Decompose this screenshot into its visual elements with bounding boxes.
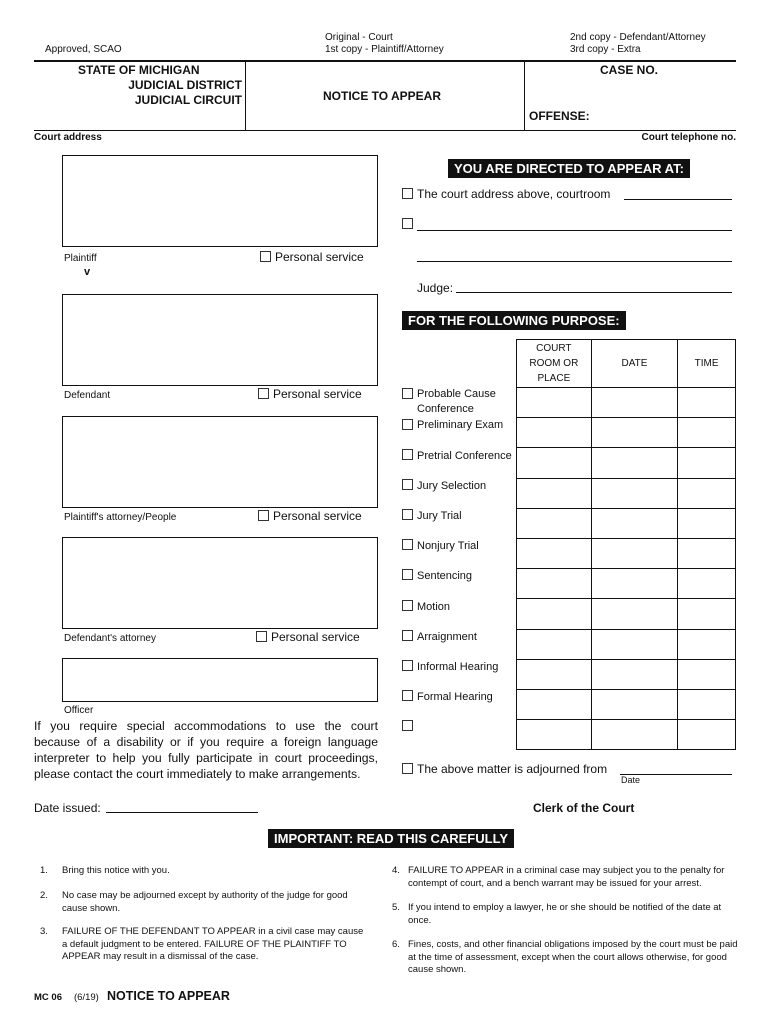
probable-cause-label-line2: Conference xyxy=(417,403,474,415)
plaintiff-attorney-personal-service-label: Personal service xyxy=(273,509,362,523)
table-row xyxy=(517,538,736,568)
table-row xyxy=(517,418,736,448)
formal-hearing-checkbox[interactable] xyxy=(402,690,413,701)
caption-divider-right xyxy=(524,61,525,130)
plaintiff-attorney-label: Plaintiff's attorney/People xyxy=(64,512,177,523)
case-no-label: CASE NO. xyxy=(600,63,659,77)
motion-label: Motion xyxy=(417,601,451,613)
table-row xyxy=(517,448,736,478)
important-banner: IMPORTANT: READ THIS CAREFULLY xyxy=(268,829,514,848)
other-location-field[interactable] xyxy=(417,230,732,231)
copy-second: 2nd copy - Defendant/Attorney xyxy=(570,32,706,43)
versus-label: v xyxy=(84,266,91,278)
copy-first: 1st copy - Plaintiff/Attorney xyxy=(325,44,444,55)
nonjury-trial-label: Nonjury Trial xyxy=(417,540,479,552)
important-note-3: 3. FAILURE OF THE DEFENDANT TO APPEAR in a civil case may cause a default judgment to be entered. FAILURE OF THE PLAINTIFF TO APPEAR may result in a dismissal of the case. xyxy=(40,926,364,962)
important-note-6: 6. Fines, costs, and other financial obligations imposed by the court must be paid at the time of assessment, except when the court allows otherwise, for good cause shown. xyxy=(392,939,738,975)
preliminary-exam-checkbox[interactable] xyxy=(402,419,413,430)
court-address-checkbox[interactable] xyxy=(402,188,413,199)
table-row xyxy=(517,508,736,538)
sentencing-label: Sentencing xyxy=(417,570,473,582)
motion-checkbox[interactable] xyxy=(402,600,413,611)
informal-hearing-checkbox[interactable] xyxy=(402,660,413,671)
adjourned-date-caption: Date xyxy=(621,775,641,785)
district-label: JUDICIAL DISTRICT xyxy=(128,78,242,92)
adjourned-checkbox[interactable] xyxy=(402,763,413,774)
arraignment-checkbox[interactable] xyxy=(402,630,413,641)
plaintiff-label: Plaintiff xyxy=(64,253,97,264)
col-court-room-header: COURT ROOM OR PLACE xyxy=(517,340,592,388)
approved-label: Approved, SCAO xyxy=(45,44,122,55)
table-row xyxy=(517,659,736,689)
other-location-checkbox[interactable] xyxy=(402,218,413,229)
caption-bottom-rule xyxy=(34,130,736,131)
defendant-box[interactable] xyxy=(62,294,378,386)
caption-top-rule xyxy=(34,60,736,62)
table-row xyxy=(517,478,736,508)
sentencing-checkbox[interactable] xyxy=(402,569,413,580)
important-note-4: 4. FAILURE TO APPEAR in a criminal case may subject you to the penalty for contempt of court, and a bench warrant may be issued for your arrest. xyxy=(392,865,725,889)
offense-label: OFFENSE: xyxy=(529,109,590,123)
col-time-header: TIME xyxy=(678,340,736,388)
nonjury-trial-checkbox[interactable] xyxy=(402,539,413,550)
copy-third: 3rd copy - Extra xyxy=(570,44,641,55)
table-row xyxy=(517,629,736,659)
formal-hearing-label: Formal Hearing xyxy=(417,691,493,703)
jury-selection-checkbox[interactable] xyxy=(402,479,413,490)
informal-hearing-label: Informal Hearing xyxy=(417,661,499,673)
accommodation-text: If you require special accommodations to use the court because of a disability or if you require a foreign language interpreter to help you fully participate in court proceedings, please contact the court immediately to make arrangements. xyxy=(34,719,378,781)
table-row xyxy=(517,720,736,750)
courtroom-field[interactable] xyxy=(624,199,732,200)
plaintiff-personal-service-checkbox[interactable] xyxy=(260,251,271,262)
arraignment-label: Arraignment xyxy=(417,631,477,643)
jury-trial-checkbox[interactable] xyxy=(402,509,413,520)
plaintiff-attorney-box[interactable] xyxy=(62,416,378,508)
probable-cause-label: Probable Cause xyxy=(417,388,496,400)
table-row xyxy=(517,689,736,719)
jury-trial-label: Jury Trial xyxy=(417,510,462,522)
officer-box[interactable] xyxy=(62,658,378,702)
jury-selection-label: Jury Selection xyxy=(417,480,487,492)
defendant-attorney-personal-service-label: Personal service xyxy=(271,630,360,644)
defendant-label: Defendant xyxy=(64,390,111,401)
defendant-attorney-personal-service-checkbox[interactable] xyxy=(256,631,267,642)
form-revision: (6/19) xyxy=(74,992,99,1003)
plaintiff-box[interactable] xyxy=(62,155,378,247)
table-row xyxy=(517,569,736,599)
probable-cause-checkbox[interactable] xyxy=(402,388,413,399)
court-phone-label: Court telephone no. xyxy=(641,132,736,143)
defendant-attorney-box[interactable] xyxy=(62,537,378,629)
court-address-label: Court address xyxy=(34,132,102,143)
caption-divider-left xyxy=(245,61,246,130)
state-label: STATE OF MICHIGAN xyxy=(78,63,200,77)
table-row xyxy=(517,599,736,629)
clerk-label: Clerk of the Court xyxy=(533,801,635,815)
footer-title: NOTICE TO APPEAR xyxy=(107,989,230,1003)
form-title: NOTICE TO APPEAR xyxy=(323,89,442,103)
purpose-banner: FOR THE FOLLOWING PURPOSE: xyxy=(402,311,626,330)
other-location-field-2[interactable] xyxy=(417,261,732,262)
important-note-2: 2. No case may be adjourned except by authority of the judge for good cause shown. xyxy=(40,890,348,914)
schedule-table xyxy=(516,339,736,750)
defendant-personal-service-checkbox[interactable] xyxy=(258,388,269,399)
plaintiff-attorney-personal-service-checkbox[interactable] xyxy=(258,510,269,521)
table-row xyxy=(517,388,736,418)
form-id: MC 06 xyxy=(34,992,62,1003)
defendant-attorney-label: Defendant's attorney xyxy=(64,633,156,644)
plaintiff-personal-service-label: Personal service xyxy=(275,250,364,264)
defendant-personal-service-label: Personal service xyxy=(273,387,362,401)
other-purpose-checkbox[interactable] xyxy=(402,720,413,731)
important-note-5: 5. If you intend to employ a lawyer, he or she should be notified of the date at once. xyxy=(392,902,722,926)
judge-label: Judge: xyxy=(417,281,454,295)
date-issued-label: Date issued: xyxy=(34,801,101,815)
adjourned-label: The above matter is adjourned from xyxy=(417,762,608,776)
col-date-header: DATE xyxy=(591,340,678,388)
pretrial-conference-label: Pretrial Conference xyxy=(417,450,512,462)
judge-field[interactable] xyxy=(456,292,732,293)
important-note-1: 1. Bring this notice with you. xyxy=(40,865,170,876)
copy-original: Original - Court xyxy=(325,32,393,43)
directed-banner: YOU ARE DIRECTED TO APPEAR AT: xyxy=(448,159,690,178)
date-issued-field[interactable] xyxy=(106,812,258,813)
circuit-label: JUDICIAL CIRCUIT xyxy=(134,93,242,107)
pretrial-conference-checkbox[interactable] xyxy=(402,449,413,460)
preliminary-exam-label: Preliminary Exam xyxy=(417,419,504,431)
court-address-option-label: The court address above, courtroom xyxy=(417,187,611,201)
officer-label: Officer xyxy=(64,705,94,716)
